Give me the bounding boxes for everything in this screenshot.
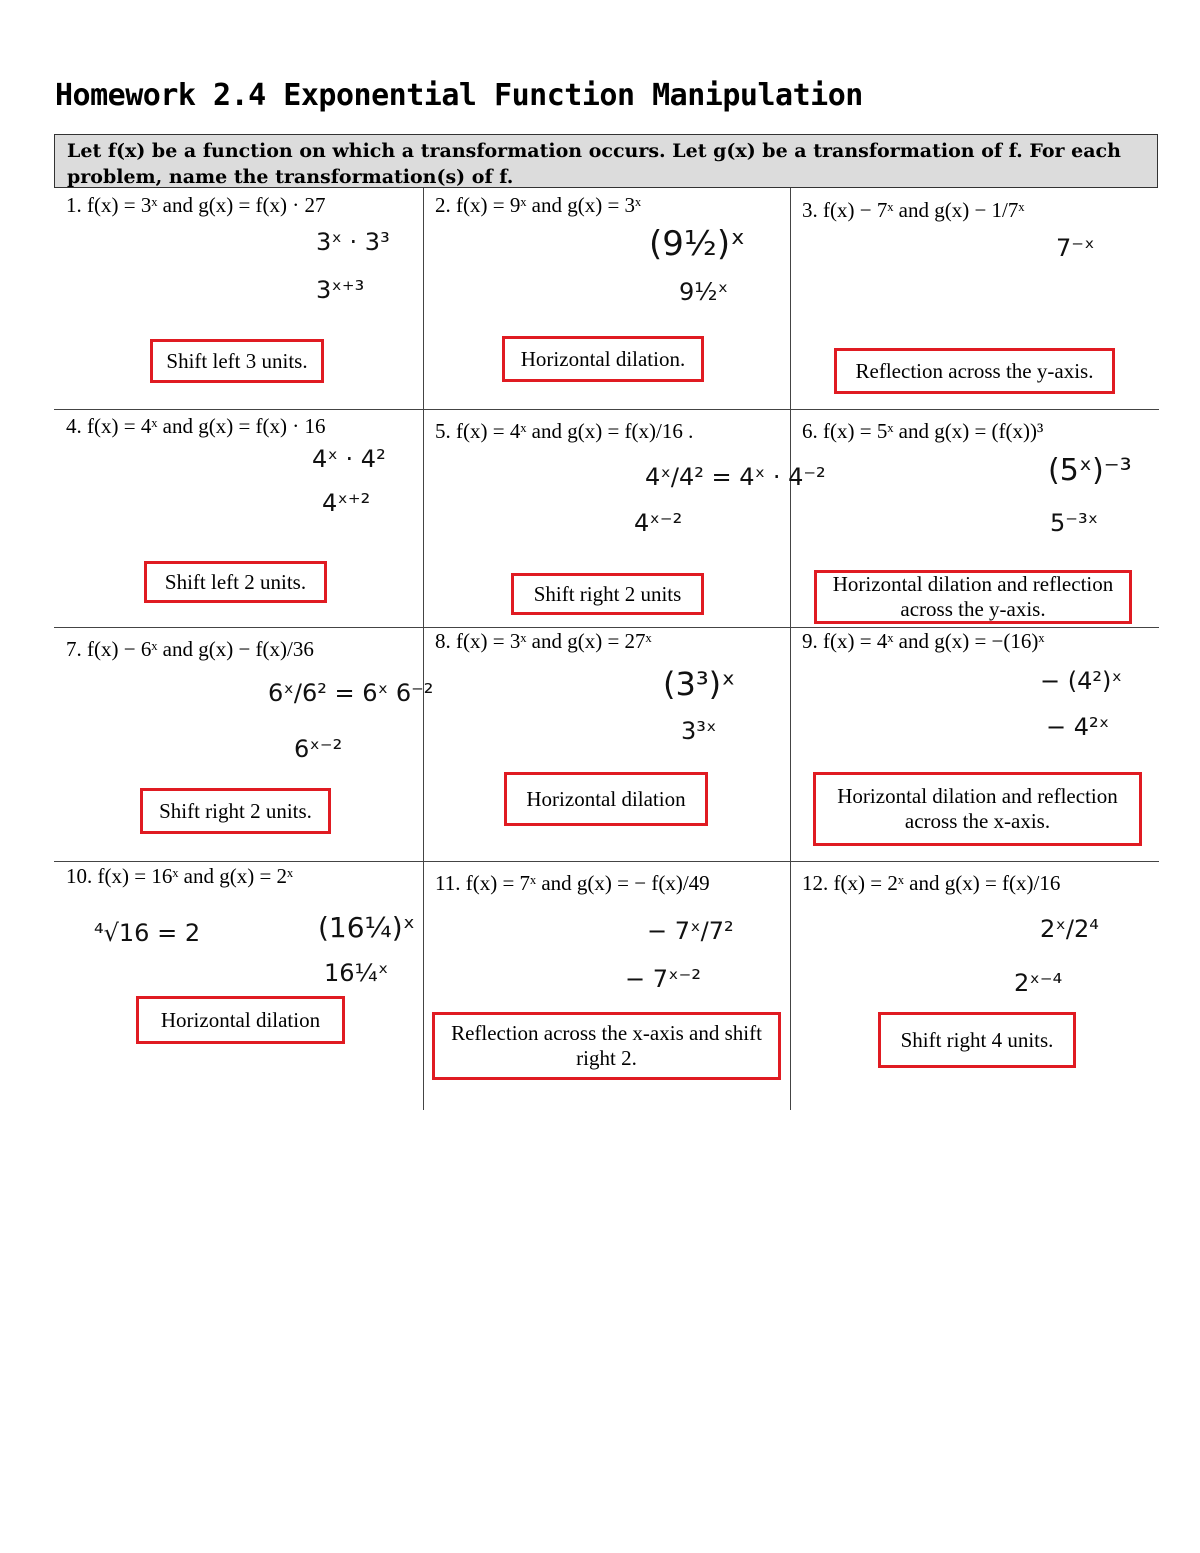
handwritten-work: 2ˣ/2⁴	[1040, 915, 1099, 943]
problem-cell-4	[54, 409, 423, 627]
handwritten-work: 3ˣ · 3³	[316, 228, 390, 256]
handwritten-work: 4ˣ⁻²	[634, 509, 683, 537]
problem-statement: 12. f(x) = 2ˣ and g(x) = f(x)/16	[802, 871, 1061, 895]
answer-box: Horizontal dilation and reflection across the x-axis.	[813, 772, 1142, 846]
problem-statement: 4. f(x) = 4ˣ and g(x) = f(x) · 16	[66, 414, 326, 438]
problem-cell-1	[54, 188, 423, 409]
page-title: Homework 2.4 Exponential Function Manipulation	[55, 78, 863, 113]
problem-cell-11	[423, 861, 790, 1110]
problem-statement: 11. f(x) = 7ˣ and g(x) = − f(x)/49	[435, 871, 710, 895]
problem-cell-2	[423, 188, 790, 409]
handwritten-work: 6ˣ⁻²	[294, 735, 343, 763]
handwritten-work: 6ˣ/6² = 6ˣ 6⁻²	[268, 679, 434, 707]
problem-cell-9	[790, 627, 1159, 861]
problem-cell-12	[790, 861, 1159, 1110]
handwritten-work: 7⁻ˣ	[1056, 234, 1095, 262]
answer-box: Shift right 4 units.	[878, 1012, 1076, 1068]
handwritten-work: − 7ˣ⁻²	[625, 965, 701, 993]
problem-statement: 7. f(x) − 6ˣ and g(x) − f(x)/36	[66, 637, 314, 661]
handwritten-work: − 7ˣ/7²	[647, 917, 734, 945]
answer-box: Horizontal dilation	[136, 996, 345, 1044]
handwritten-work: 5⁻³ˣ	[1050, 509, 1099, 537]
problem-statement: 2. f(x) = 9ˣ and g(x) = 3ˣ	[435, 193, 642, 217]
problem-statement: 8. f(x) = 3ˣ and g(x) = 27ˣ	[435, 629, 652, 653]
answer-box: Horizontal dilation.	[502, 336, 704, 382]
handwritten-work: (16¼)ˣ	[318, 911, 416, 944]
handwritten-work: 2ˣ⁻⁴	[1014, 969, 1063, 997]
problem-statement: 1. f(x) = 3ˣ and g(x) = f(x) · 27	[66, 193, 326, 217]
answer-box: Horizontal dilation and reflection across the y-axis.	[814, 570, 1132, 624]
instructions-box: Let f(x) be a function on which a transformation occurs. Let g(x) be a transformation of f. For each problem, name the transformation(s) of f.	[54, 134, 1158, 188]
handwritten-work: 4ˣ⁺²	[322, 489, 371, 517]
handwritten-work: − 4²ˣ	[1046, 713, 1110, 741]
problem-statement: 5. f(x) = 4ˣ and g(x) = f(x)/16 .	[435, 419, 694, 443]
problem-statement: 3. f(x) − 7ˣ and g(x) − 1/7ˣ	[802, 198, 1025, 222]
handwritten-work: 3ˣ⁺³	[316, 276, 365, 304]
handwritten-work: 4ˣ · 4²	[312, 445, 386, 473]
problem-cell-8	[423, 627, 790, 861]
handwritten-work: 9½ˣ	[679, 278, 729, 306]
problem-statement: 6. f(x) = 5ˣ and g(x) = (f(x))³	[802, 419, 1044, 443]
problem-cell-3	[790, 188, 1159, 409]
handwritten-work: 3³ˣ	[681, 717, 717, 745]
problem-cell-5	[423, 409, 826, 627]
answer-box: Horizontal dilation	[504, 772, 708, 826]
handwritten-work: 4ˣ/4² = 4ˣ · 4⁻²	[645, 463, 826, 491]
answer-box: Shift left 2 units.	[144, 561, 327, 603]
answer-box: Shift left 3 units.	[150, 339, 324, 383]
handwritten-work: ⁴√16 = 2	[94, 919, 201, 947]
handwritten-work: 16¼ˣ	[324, 959, 389, 987]
answer-box: Shift right 2 units.	[140, 788, 331, 834]
handwritten-work: (3³)ˣ	[663, 665, 736, 703]
handwritten-work: (9½)ˣ	[649, 224, 746, 264]
answer-box: Shift right 2 units	[511, 573, 704, 615]
answer-box: Reflection across the y-axis.	[834, 348, 1115, 394]
problem-statement: 9. f(x) = 4ˣ and g(x) = −(16)ˣ	[802, 629, 1045, 653]
problem-statement: 10. f(x) = 16ˣ and g(x) = 2ˣ	[66, 864, 294, 888]
handwritten-work: (5ˣ)⁻³	[1048, 453, 1132, 488]
answer-box: Reflection across the x-axis and shift right 2.	[432, 1012, 781, 1080]
handwritten-work: − (4²)ˣ	[1040, 667, 1123, 695]
problem-cell-10	[54, 861, 423, 1110]
problem-cell-6	[790, 409, 1159, 627]
problem-cell-7	[54, 627, 434, 861]
